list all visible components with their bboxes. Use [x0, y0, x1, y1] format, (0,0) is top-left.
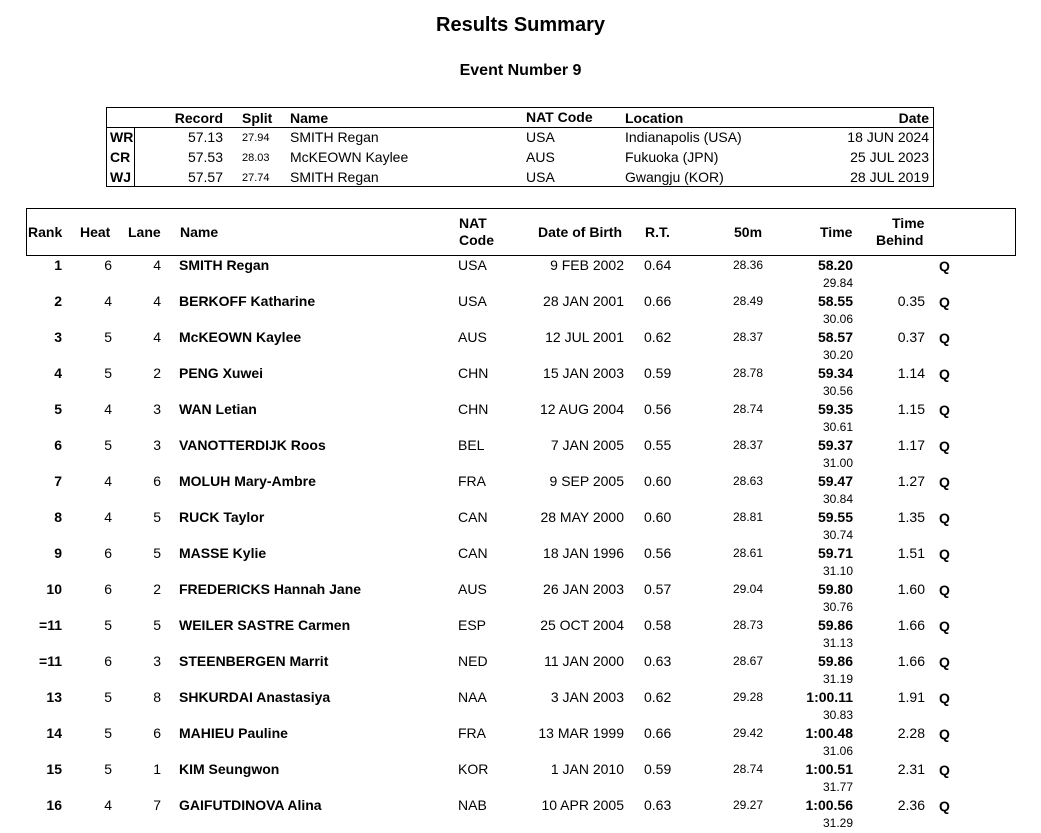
nat-code: FRA: [458, 473, 486, 489]
swimmer-name: VANOTTERDIJK Roos: [179, 437, 326, 453]
time-behind: 1.15: [897, 401, 925, 417]
reaction-time: 0.59: [644, 761, 672, 777]
nat-code: USA: [458, 293, 487, 309]
split-100m: 31.29: [822, 816, 853, 830]
lane: 3: [153, 653, 161, 669]
heat: 5: [104, 617, 112, 633]
time-behind: 1.60: [897, 581, 925, 597]
records-header-name: Name: [290, 110, 329, 126]
qualified-marker: Q: [939, 366, 950, 382]
results-header: [26, 208, 1016, 256]
record-date: 18 JUN 2024: [847, 129, 929, 145]
final-time: 1:00.56: [805, 797, 853, 813]
lane: 5: [153, 545, 161, 561]
lane: 6: [153, 473, 161, 489]
nat-code: CHN: [458, 365, 489, 381]
heat: 5: [104, 689, 112, 705]
date-of-birth: 13 MAR 1999: [538, 725, 624, 741]
qualified-marker: Q: [939, 762, 950, 778]
split-50m: 28.37: [732, 438, 763, 452]
heat: 5: [104, 437, 112, 453]
split-100m: 31.13: [822, 636, 853, 650]
heat: 6: [104, 545, 112, 561]
split-100m: 30.76: [822, 600, 853, 614]
final-time: 59.86: [817, 617, 853, 633]
time-behind: 1.66: [897, 617, 925, 633]
heat: 4: [104, 401, 112, 417]
record-type: WR: [110, 129, 134, 145]
header-50m: 50m: [734, 224, 763, 240]
result-row: [0, 509, 1041, 545]
record-nat: USA: [526, 129, 555, 145]
reaction-time: 0.66: [644, 725, 672, 741]
records-header-date: Date: [898, 110, 929, 126]
rank: 5: [54, 401, 62, 417]
swimmer-name: McKEOWN Kaylee: [179, 329, 302, 345]
record-nat: AUS: [526, 149, 555, 165]
heat: 5: [104, 761, 112, 777]
result-row: [0, 653, 1041, 689]
heat: 5: [104, 365, 112, 381]
record-time: 57.13: [187, 129, 223, 145]
split-50m: 28.74: [732, 402, 763, 416]
final-time: 58.20: [817, 257, 853, 273]
split-50m: 28.49: [732, 294, 763, 308]
final-time: 58.57: [817, 329, 853, 345]
record-holder: SMITH Regan: [290, 169, 379, 185]
reaction-time: 0.59: [644, 365, 672, 381]
records-header-split: Split: [242, 110, 273, 126]
lane: 7: [153, 797, 161, 813]
time-behind: 2.28: [897, 725, 925, 741]
record-time: 57.53: [187, 149, 223, 165]
split-50m: 28.74: [732, 762, 763, 776]
records-table: [106, 107, 934, 187]
split-50m: 29.42: [732, 726, 763, 740]
split-50m: 28.36: [732, 258, 763, 272]
nat-code: NAB: [458, 797, 487, 813]
nat-code: USA: [458, 257, 487, 273]
nat-code: CAN: [458, 545, 488, 561]
swimmer-name: MOLUH Mary-Ambre: [179, 473, 316, 489]
swimmer-name: MASSE Kylie: [179, 545, 267, 561]
rank: 14: [46, 725, 62, 741]
lane: 3: [153, 401, 161, 417]
heat: 4: [104, 797, 112, 813]
date-of-birth: 11 JAN 2000: [544, 653, 624, 669]
heat: 5: [104, 725, 112, 741]
time-behind: 1.51: [897, 545, 925, 561]
header-dob: Date of Birth: [538, 224, 622, 240]
final-time: 59.71: [817, 545, 853, 561]
header-nat: NAT: [459, 215, 487, 231]
result-row: [0, 257, 1041, 293]
event-subtitle: Event Number 9: [459, 62, 582, 79]
nat-code: NED: [458, 653, 488, 669]
final-time: 59.47: [817, 473, 853, 489]
qualified-marker: Q: [939, 294, 950, 310]
nat-code: BEL: [458, 437, 485, 453]
swimmer-name: WAN Letian: [179, 401, 257, 417]
final-time: 59.35: [817, 401, 853, 417]
date-of-birth: 12 JUL 2001: [545, 329, 624, 345]
nat-code: FRA: [458, 725, 486, 741]
result-row: [0, 329, 1041, 365]
rank: 16: [46, 797, 62, 813]
swimmer-name: RUCK Taylor: [179, 509, 265, 525]
record-location: Indianapolis (USA): [625, 129, 742, 145]
swimmer-name: FREDERICKS Hannah Jane: [179, 581, 362, 597]
split-50m: 28.37: [732, 330, 763, 344]
rank: 3: [54, 329, 62, 345]
qualified-marker: Q: [939, 690, 950, 706]
split-100m: 30.84: [822, 492, 853, 506]
record-location: Gwangju (KOR): [625, 169, 724, 185]
swimmer-name: GAIFUTDINOVA Alina: [179, 797, 322, 813]
final-time: 59.80: [817, 581, 853, 597]
date-of-birth: 9 FEB 2002: [550, 257, 624, 273]
record-nat: USA: [526, 169, 555, 185]
reaction-time: 0.57: [644, 581, 672, 597]
reaction-time: 0.60: [644, 473, 672, 489]
rank: 1: [54, 257, 62, 273]
lane: 2: [153, 581, 161, 597]
split-50m: 28.61: [732, 546, 763, 560]
reaction-time: 0.55: [644, 437, 672, 453]
reaction-time: 0.56: [644, 401, 672, 417]
split-100m: 30.83: [822, 708, 853, 722]
date-of-birth: 26 JAN 2003: [543, 581, 624, 597]
time-behind: 1.66: [897, 653, 925, 669]
qualified-marker: Q: [939, 582, 950, 598]
final-time: 1:00.51: [805, 761, 853, 777]
rank: 8: [54, 509, 62, 525]
nat-code: AUS: [458, 329, 487, 345]
record-holder: McKEOWN Kaylee: [290, 149, 409, 165]
rank: =11: [39, 653, 62, 669]
record-date: 28 JUL 2019: [850, 169, 929, 185]
date-of-birth: 18 JAN 1996: [543, 545, 624, 561]
split-50m: 28.81: [732, 510, 763, 524]
split-50m: 29.27: [732, 798, 763, 812]
rank: 10: [46, 581, 62, 597]
result-row: [0, 761, 1041, 797]
reaction-time: 0.56: [644, 545, 672, 561]
rank: 4: [54, 365, 62, 381]
nat-code: KOR: [458, 761, 489, 777]
reaction-time: 0.60: [644, 509, 672, 525]
time-behind: 1.17: [897, 437, 925, 453]
split-100m: 30.56: [822, 384, 853, 398]
time-behind: 0.37: [897, 329, 925, 345]
date-of-birth: 7 JAN 2005: [550, 437, 624, 453]
nat-code: NAA: [458, 689, 487, 705]
heat: 5: [104, 329, 112, 345]
heat: 6: [104, 653, 112, 669]
heat: 6: [104, 257, 112, 273]
time-behind: 1.14: [897, 365, 925, 381]
split-50m: 28.67: [732, 654, 763, 668]
reaction-time: 0.66: [644, 293, 672, 309]
header-rank: Rank: [28, 224, 63, 240]
nat-code: AUS: [458, 581, 487, 597]
split-50m: 28.78: [732, 366, 763, 380]
time-behind: 0.35: [897, 293, 925, 309]
split-100m: 31.19: [822, 672, 853, 686]
record-type: WJ: [110, 169, 131, 185]
split-100m: 30.61: [822, 420, 853, 434]
heat: 4: [104, 473, 112, 489]
final-time: 59.86: [817, 653, 853, 669]
qualified-marker: Q: [939, 258, 950, 274]
lane: 4: [153, 257, 161, 273]
date-of-birth: 15 JAN 2003: [543, 365, 624, 381]
record-location: Fukuoka (JPN): [625, 149, 719, 165]
header-lane: Lane: [128, 224, 161, 240]
lane: 2: [153, 365, 161, 381]
time-behind: 1.91: [897, 689, 925, 705]
heat: 4: [104, 509, 112, 525]
lane: 6: [153, 725, 161, 741]
header-code: Code: [459, 232, 494, 248]
result-row: [0, 617, 1041, 653]
result-row: [0, 581, 1041, 617]
qualified-marker: Q: [939, 618, 950, 634]
swimmer-name: SHKURDAI Anastasiya: [179, 689, 331, 705]
page-title: Results Summary: [436, 14, 605, 36]
time-behind: 1.35: [897, 509, 925, 525]
split-50m: 29.28: [732, 690, 763, 704]
lane: 3: [153, 437, 161, 453]
heat: 6: [104, 581, 112, 597]
reaction-time: 0.63: [644, 797, 672, 813]
rank: 7: [54, 473, 62, 489]
record-date: 25 JUL 2023: [850, 149, 929, 165]
records-header-location: Location: [625, 110, 684, 126]
nat-code: CHN: [458, 401, 489, 417]
qualified-marker: Q: [939, 726, 950, 742]
heat: 4: [104, 293, 112, 309]
split-50m: 28.63: [732, 474, 763, 488]
result-row: [0, 545, 1041, 581]
lane: 5: [153, 509, 161, 525]
swimmer-name: STEENBERGEN Marrit: [179, 653, 329, 669]
swimmer-name: BERKOFF Katharine: [179, 293, 316, 309]
result-row: [0, 293, 1041, 329]
date-of-birth: 25 OCT 2004: [540, 617, 624, 633]
record-time: 57.57: [187, 169, 223, 185]
record-split: 28.03: [242, 152, 270, 164]
rank: 9: [54, 545, 62, 561]
result-row: [0, 437, 1041, 473]
final-time: 59.37: [817, 437, 853, 453]
qualified-marker: Q: [939, 402, 950, 418]
date-of-birth: 3 JAN 2003: [550, 689, 624, 705]
swimmer-name: PENG Xuwei: [179, 365, 264, 381]
split-100m: 30.74: [822, 528, 853, 542]
swimmer-name: MAHIEU Pauline: [179, 725, 288, 741]
split-100m: 31.77: [822, 780, 853, 794]
result-row: [0, 689, 1041, 725]
qualified-marker: Q: [939, 546, 950, 562]
split-100m: 31.00: [822, 456, 853, 470]
record-holder: SMITH Regan: [290, 129, 379, 145]
split-100m: 29.84: [822, 276, 853, 290]
time-behind: 2.31: [897, 761, 925, 777]
date-of-birth: 12 AUG 2004: [539, 401, 624, 417]
swimmer-name: KIM Seungwon: [179, 761, 280, 777]
rank: 2: [54, 293, 62, 309]
date-of-birth: 28 MAY 2000: [540, 509, 624, 525]
rank: =11: [39, 617, 62, 633]
header-rt: R.T.: [645, 224, 670, 240]
record-split: 27.74: [242, 172, 270, 184]
swimmer-name: WEILER SASTRE Carmen: [179, 617, 351, 633]
date-of-birth: 9 SEP 2005: [549, 473, 624, 489]
header-time: Time: [820, 224, 853, 240]
reaction-time: 0.58: [644, 617, 672, 633]
lane: 4: [153, 293, 161, 309]
nat-code: ESP: [458, 617, 487, 633]
result-row: [0, 401, 1041, 437]
header-name: Name: [180, 224, 219, 240]
rank: 6: [54, 437, 62, 453]
final-time: 1:00.11: [806, 689, 853, 705]
qualified-marker: Q: [939, 798, 950, 814]
date-of-birth: 1 JAN 2010: [550, 761, 624, 777]
qualified-marker: Q: [939, 654, 950, 670]
lane: 5: [153, 617, 161, 633]
final-time: 58.55: [817, 293, 853, 309]
split-50m: 28.73: [732, 618, 763, 632]
qualified-marker: Q: [939, 330, 950, 346]
qualified-marker: Q: [939, 474, 950, 490]
time-behind: 1.27: [897, 473, 925, 489]
split-100m: 31.06: [822, 744, 853, 758]
result-row: [0, 473, 1041, 509]
split-50m: 29.04: [732, 582, 763, 596]
time-behind: 2.36: [897, 797, 925, 813]
split-100m: 30.06: [822, 312, 853, 326]
records-header-record: Record: [174, 110, 223, 126]
reaction-time: 0.63: [644, 653, 672, 669]
date-of-birth: 10 APR 2005: [541, 797, 624, 813]
qualified-marker: Q: [939, 438, 950, 454]
header-time-behind-1: Time: [892, 215, 925, 231]
result-row: [0, 365, 1041, 401]
reaction-time: 0.62: [644, 329, 672, 345]
reaction-time: 0.64: [644, 257, 672, 273]
final-time: 59.55: [817, 509, 853, 525]
records-divider-vertical: [134, 127, 135, 186]
header-time-behind-2: Behind: [876, 232, 924, 248]
split-100m: 31.10: [822, 564, 853, 578]
swimmer-name: SMITH Regan: [179, 257, 270, 273]
qualified-marker: Q: [939, 510, 950, 526]
lane: 4: [153, 329, 161, 345]
lane: 1: [153, 761, 161, 777]
rank: 15: [46, 761, 62, 777]
lane: 8: [153, 689, 161, 705]
rank: 13: [46, 689, 62, 705]
nat-code: CAN: [458, 509, 488, 525]
final-time: 59.34: [817, 365, 853, 381]
record-type: CR: [110, 149, 131, 165]
record-split: 27.94: [242, 132, 270, 144]
final-time: 1:00.48: [805, 725, 853, 741]
result-row: [0, 725, 1041, 761]
header-heat: Heat: [80, 224, 111, 240]
split-100m: 30.20: [822, 348, 853, 362]
reaction-time: 0.62: [644, 689, 672, 705]
records-header-nat: NAT Code: [526, 109, 593, 125]
date-of-birth: 28 JAN 2001: [543, 293, 624, 309]
result-row: [0, 797, 1041, 833]
